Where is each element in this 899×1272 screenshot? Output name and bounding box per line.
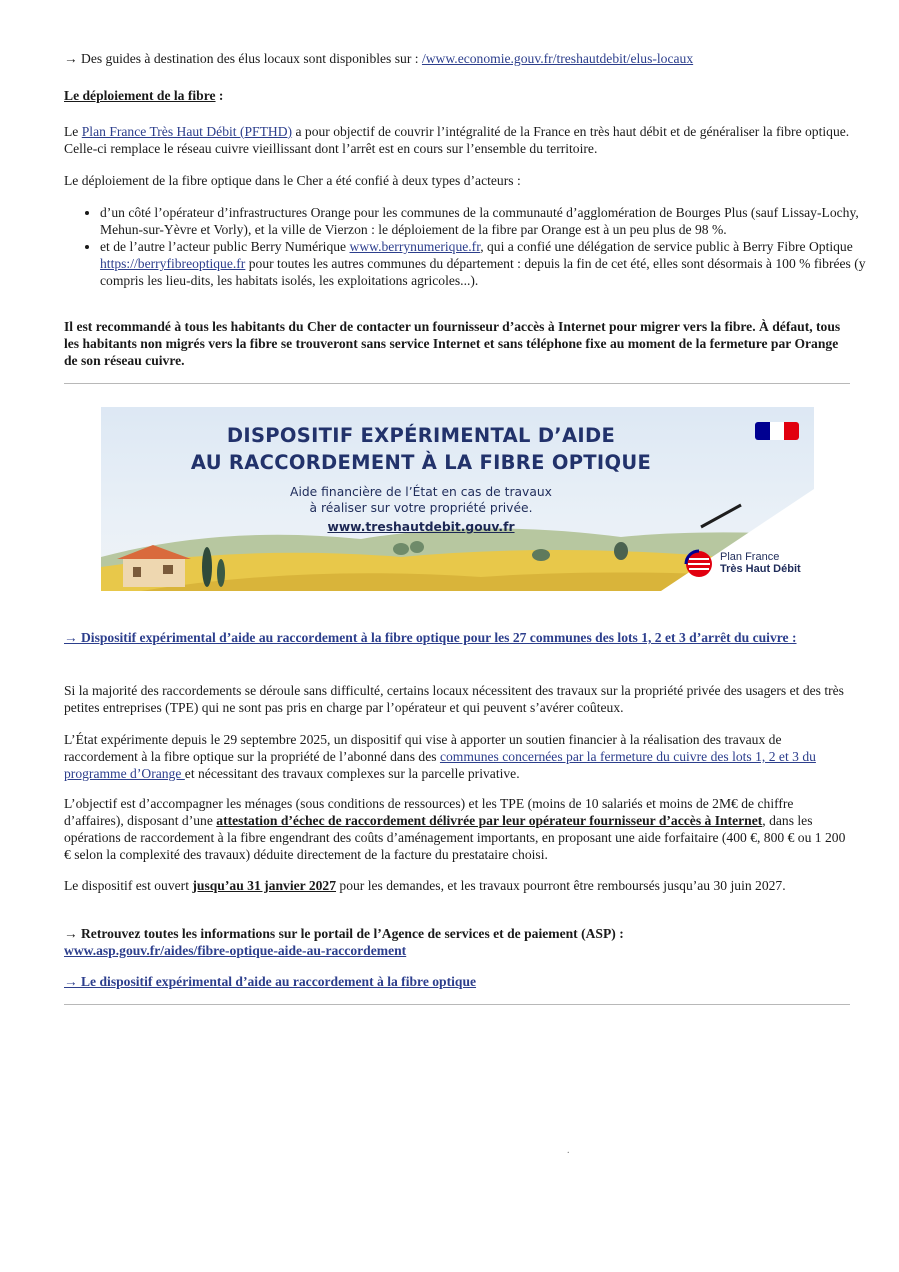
plan-france-logo bbox=[684, 547, 809, 581]
deploiement-heading bbox=[64, 87, 850, 104]
communes-concernees-link[interactable]: communes concernées par la fermeture du cuivre des lots 1, 2 et 3 du programme d’Orange bbox=[64, 749, 816, 781]
p2-text-a: L’État expérimente depuis le 29 septembre 2025, un dispositif qui vise à apporter un soutien financier à la réalisation des travaux de raccordement à la fibre optique sur la propriété de l’abonné dans des bbox=[64, 732, 782, 764]
deploiement-heading-text: Le déploiement de la fibre bbox=[64, 88, 216, 103]
dispositif-heading bbox=[64, 629, 850, 646]
dispositif-paragraph-4 bbox=[64, 877, 850, 894]
berry-text-b: , qui a confié une délégation de service public à Berry Fibre Optique bbox=[480, 239, 853, 254]
berry-text-c: pour toutes les autres communes du département : depuis la fin de cet été, elles sont désormais à 100 % fibrées (y compris les lieu-dits, les habitats isolés, les exploitations agricoles...). bbox=[100, 256, 866, 288]
asp-paragraph bbox=[64, 925, 850, 959]
plan-france-logo-line2: Très Haut Débit bbox=[720, 563, 801, 575]
guides-intro-text: Des guides à destination des élus locaux sont disponibles sur : bbox=[81, 51, 419, 66]
acteur-orange-item: • d’un côté l’opérateur d’infrastructures Orange pour les communes de la communauté d’agglomération de Bourges Plus (sauf Lissay-Lochy, Mehun-sur-Yèvre et Vorly), et la ville de Vierzon : le déploiement de la fibre par Orange est à un peu plus de 98 %. bbox=[100, 204, 886, 238]
dispositif-paragraph-3 bbox=[64, 795, 850, 863]
acteurs-list bbox=[64, 204, 886, 289]
banner-subtitle-line2: à réaliser sur votre propriété privée. bbox=[309, 501, 533, 515]
migration-warning: Il est recommandé à tous les habitants du Cher de contacter un fournisseur d’accès à Internet pour migrer vers la fibre. À défaut, tous les habitants non migrés vers la fibre se trouveront sans service Internet et sans téléphone fixe au moment de la fermeture par Orange de son réseau cuivre. bbox=[64, 319, 841, 368]
p4-deadline: jusqu’au 31 janvier 2027 bbox=[192, 878, 337, 893]
p4-text-a: Le dispositif est ouvert bbox=[64, 878, 193, 893]
p4-text-b: pour les demandes, et les travaux pourront être remboursés jusqu’au 30 juin 2027. bbox=[336, 878, 786, 893]
banner-subtitle-line1: Aide financière de l’État en cas de travaux bbox=[290, 485, 552, 499]
dispositif-link[interactable]: → Le dispositif expérimental d’aide au raccordement à la fibre optique bbox=[64, 974, 477, 989]
banner-url-text: www.treshautdebit.gouv.fr bbox=[327, 520, 515, 534]
berryfibreoptique-link[interactable]: https://berryfibreoptique.fr bbox=[100, 256, 246, 271]
banner-title-line1: DISPOSITIF EXPÉRIMENTAL D’AIDE bbox=[226, 424, 616, 447]
p3-text-a: L’objectif est d’accompagner les ménages (sous conditions de ressources) et les TPE (moins de 10 salariés et moins de 2M€ de chiffre d’affaires), disposant d’une bbox=[64, 796, 794, 828]
pfthd-paragraph bbox=[64, 123, 850, 157]
acteurs-paragraph: Le déploiement de la fibre optique dans le Cher a été confié à deux types d’acteurs : bbox=[64, 173, 521, 188]
fibre-aid-banner bbox=[101, 407, 814, 591]
dispositif-paragraph-2 bbox=[64, 731, 850, 782]
elus-locaux-link[interactable]: /www.economie.gouv.fr/treshautdebit/elus-locaux bbox=[421, 51, 694, 66]
guides-intro bbox=[64, 50, 850, 67]
heading-colon: : bbox=[215, 88, 224, 103]
asp-text: → Retrouvez toutes les informations sur le portail de l’Agence de services et de paiement (ASP) : bbox=[64, 926, 624, 941]
scan-mark: . bbox=[567, 1145, 570, 1156]
french-flag-icon bbox=[755, 422, 799, 440]
divider-bottom bbox=[64, 1004, 850, 1005]
asp-link[interactable]: www.asp.gouv.fr/aides/fibre-optique-aide-au-raccordement bbox=[64, 943, 407, 958]
banner-url bbox=[101, 519, 741, 536]
dispositif-27-communes-link[interactable]: → Dispositif expérimental d’aide au raccordement à la fibre optique pour les 27 communes des lots 1, 2 et 3 d’arrêt du cuivre : bbox=[64, 630, 797, 645]
p2-text-b: et nécessitant des travaux complexes sur la parcelle privative. bbox=[184, 766, 520, 781]
berrynumerique-link[interactable]: www.berrynumerique.fr bbox=[349, 239, 481, 254]
pfthd-pre: Le bbox=[64, 124, 82, 139]
banner-title-line2: AU RACCORDEMENT À LA FIBRE OPTIQUE bbox=[190, 451, 652, 474]
acteur-berry-item bbox=[100, 238, 886, 289]
pfthd-link[interactable]: Plan France Très Haut Débit (PFTHD) bbox=[81, 124, 293, 139]
p3-text-b: , dans les opérations de raccordement à la fibre engendrant des coûts d’aménagement importants, en proposant une aide forfaitaire (400 €, 800 € ou 1 200 € selon la complexité des travaux) déduite directement de la facture du prestataire choisi. bbox=[64, 813, 846, 862]
plan-france-logo-line1: Plan France bbox=[720, 551, 780, 563]
p3-attestation: attestation d’échec de raccordement délivrée par leur opérateur fournisseur d’accès à Internet bbox=[216, 813, 763, 828]
arrow: → bbox=[64, 51, 78, 66]
divider-top bbox=[64, 383, 850, 384]
dispositif-final bbox=[64, 973, 850, 990]
plan-france-logo-icon bbox=[684, 549, 714, 579]
berry-text-a: et de l’autre l’acteur public Berry Numérique bbox=[100, 239, 350, 254]
pfthd-post: a pour objectif de couvrir l’intégralité de la France en très haut débit et de généraliser la fibre optique. Celle-ci remplace le réseau cuivre vieillissant dont l’arrêt est en cours sur l’ensemble du territoire. bbox=[64, 124, 850, 156]
dispositif-paragraph-1: Si la majorité des raccordements se déroule sans difficulté, certains locaux nécessitent des travaux sur la propriété privée des usagers et des très petites entreprises (TPE) qui ne sont pas pris en charge par l’opérateur et qui peuvent s’avérer coûteux. bbox=[64, 683, 844, 715]
